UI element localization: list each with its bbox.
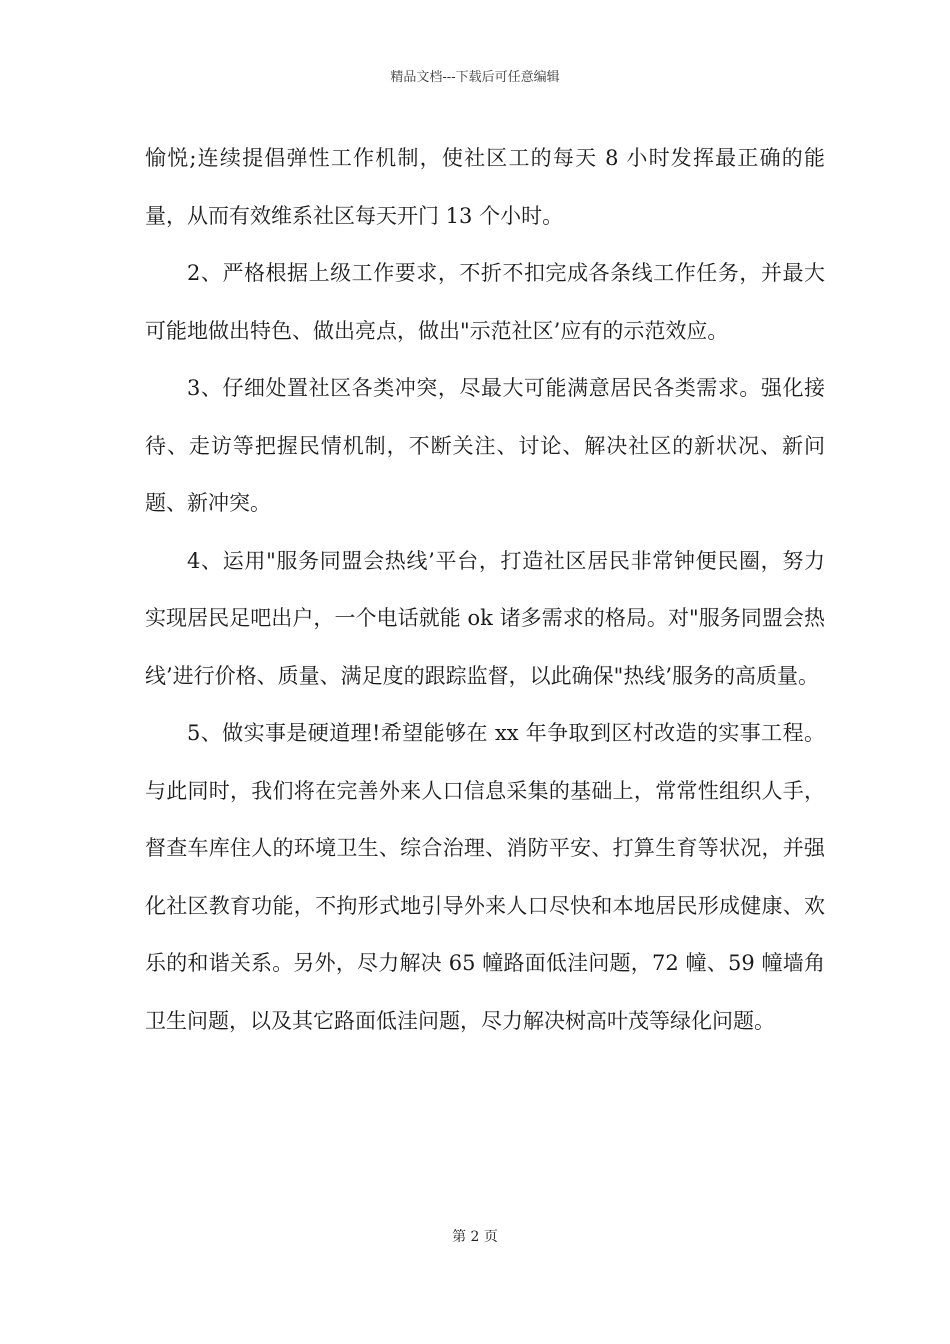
document-body xyxy=(145,130,825,1050)
page-number: 第 2 页 xyxy=(452,1229,498,1245)
paragraph-item-3: 3、仔细处置社区各类冲突，尽最大可能满意居民各类需求。强化接待、走访等把握民情机制，不断关注、讨论、解决社区的新状况、新问题、新冲突。 xyxy=(145,376,825,515)
paragraph-item-5: 5、做实事是硬道理!希望能够在 xx 年争取到区村改造的实事工程。与此同时，我们将在完善外来人口信息采集的基础上，常常性组织人手，督查车库住人的环境卫生、综合治理、消防平安、打算生育等状况，并强化社区教育功能，不拘形式地引导外来人口尽快和本地居民形成健康、欢乐的和谐关系。另外，尽力解决 65 幢路面低洼问题，72 幢、59 幢墙角卫生问题，以及其它路面低洼问题，尽力解决树高叶茂等绿化问题。 xyxy=(145,721,825,1033)
page-header: 精品文档---下载后可任意编辑 xyxy=(390,70,560,85)
paragraph-continuation: 愉悦;连续提倡弹性工作机制，使社区工的每天 8 小时发挥最正确的能量，从而有效维系社区每天开门 13 个小时。 xyxy=(145,146,825,228)
paragraph-item-2: 2、严格根据上级工作要求，不折不扣完成各条线工作任务，并最大可能地做出特色、做出亮点，做出"示范社区’应有的示范效应。 xyxy=(145,261,825,343)
paragraph-item-4: 4、运用"服务同盟会热线’平台，打造社区居民非常钟便民圈，努力实现居民足吧出户，一个电话就能 ok 诸多需求的格局。对"服务同盟会热线’进行价格、质量、满足度的跟踪监督，以此确保"热线’服务的高质量。 xyxy=(145,548,825,688)
